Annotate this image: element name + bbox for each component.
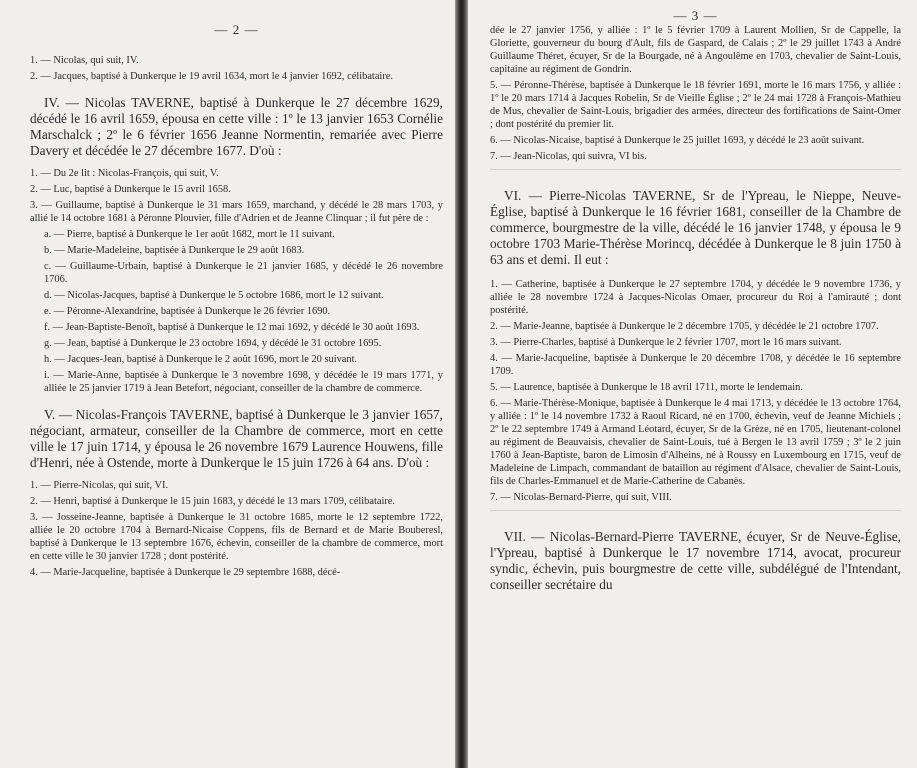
sub-list-item: f. — Jean-Baptiste-Benoît, baptisé à Dunkerque le 12 mai 1692, y décédé le 30 août 1693. [44,322,420,333]
list-item: 4. — Marie-Jacqueline, baptisée à Dunkerque le 29 septembre 1688, décé- [30,567,341,578]
right-page [468,0,917,768]
sub-list-item: i. — Marie-Anne, baptisée à Dunkerque le 3 novembre 1698, y décédée le 19 mars 1771, y alliée le 25 janvier 1719 à Jean Betefort, négociant, conseiller de la chambre de commerce. [44,370,443,394]
section-v: V. — Nicolas-François TAVERNE, baptisé à Dunkerque le 3 janvier 1657, négociant, armateur, conseiller de la Chambre de commerce, mort en cette ville le 17 juin 1714, y épousa le 26 novembre 1679 Laurence Houwens, fille d'Henri, née à Ostende, morte à Dunkerque le 15 juin 1726 à 64 ans. D'où : [30,407,443,470]
section-vii: VII. — Nicolas-Bernard-Pierre TAVERNE, écuyer, Sr de Neuve-Église, l'Ypreau, baptisé à Dunkerque le 17 novembre 1714, avocat, procureur syndic, échevin, puis bourgmestre de cette ville, subdélégué de l'Intendant, conseiller secrétaire du [490,529,901,592]
list-item: 1. — Catherine, baptisée à Dunkerque le 27 septembre 1704, y décédée le 9 novembre 1736, y alliée le 28 novembre 1724 à Jacques-Nicolas Omaer, procureur du Roi à l'amirauté ; dont postérité. [490,279,901,316]
list-item: 5. — Péronne-Thérèse, baptisée à Dunkerque le 18 février 1691, morte le 16 mars 1756, y alliée : 1º le 20 mars 1714 à Jacques Robelin, Sr de Vieille Église ; 2º le 24 mai 1728 à François-Mathieu de Mus, chevalier de Saint-Louis, brigadier des armées, directeur des fortifications de Saint-Omer ; dont postérité du premier lit. [490,80,901,130]
list-item: 1. — Nicolas, qui suit, IV. [30,55,139,66]
sub-list-item: b. — Marie-Madeleine, baptisée à Dunkerque le 29 août 1683. [44,245,305,256]
section-vi: VI. — Pierre-Nicolas TAVERNE, Sr de l'Ypreau, le Nieppe, Neuve-Église, baptisé à Dunkerque le 16 février 1681, conseiller de la Chambre de commerce, bourgmestre de la ville, décédé le 16 janvier 1748, y épousa le 9 octobre 1703 Marie-Thérèse Morincq, décédée à Dunkerque le 8 juin 1750 à 63 ans et demi. Il eut : [490,188,901,267]
list-item: 3. — Pierre-Charles, baptisé à Dunkerque le 2 février 1707, mort le 16 mars suivant. [490,337,842,348]
page-number-right: — 3 — [673,8,718,23]
divider [490,169,901,170]
list-item: 2. — Jacques, baptisé à Dunkerque le 19 avril 1634, mort le 4 janvier 1692, célibataire. [30,71,393,82]
list-item: 6. — Nicolas-Nicaise, baptisé à Dunkerque le 25 juillet 1693, y décédé le 23 août suivant. [490,135,865,146]
section-iv: IV. — Nicolas TAVERNE, baptisé à Dunkerque le 27 décembre 1629, décédé le 16 avril 1659, épousa en cette ville : 1º le 13 janvier 1653 Cornélie Marschalck ; 2º le 6 février 1656 Jeanne Normentin, remariée avec Pierre Davery et décédée le 27 décembre 1677. D'où : [30,95,443,158]
sub-list-item: e. — Péronne-Alexandrine, baptisée à Dunkerque le 26 février 1690. [44,306,331,317]
list-item: 6. — Marie-Thérèse-Monique, baptisée à Dunkerque le 4 mai 1713, y décédée le 13 octobre 1764, y alliée : 1º le 14 novembre 1732 à Raoul Ricard, né en 1700, échevin, veuf de Jeanne Michiels ; 2º le 22 septembre 1749 à Armand Léotard, écuyer, Sr de la Grèze, né en 1705, lieutenant-colonel au régiment de Beauvaisis, chevalier de Saint-Louis, tué à Bergen le 13 avril 1759 ; 3º le 2 juin 1760 à Jean-Baptiste, baron de Limosin d'Alheins, né à Roussy en Luxembourg en 1715, veuf de Madeleine de Limpach, commandant de bataillon au régiment d'Alsace, chevalier de Saint-Louis, fils de Charles-Emmanuel et de Marie-Catherine de Cabanès. [490,398,901,487]
list-item: 2. — Marie-Jeanne, baptisée à Dunkerque le 2 décembre 1705, y décédée le 21 octobre 1707. [490,321,879,332]
divider [490,510,901,511]
list-item: 2. — Luc, baptisé à Dunkerque le 15 avril 1658. [30,184,231,195]
list-item: 7. — Jean-Nicolas, qui suivra, VI bis. [490,151,647,162]
list-item: 3. — Josseine-Jeanne, baptisée à Dunkerque le 31 octobre 1685, morte le 12 septembre 1722, alliée le 20 octobre 1704 à Bernard-Nicaise Coppens, fils de Bernard et de Marie Bouberesl, baptisé à Dunkerque le 13 septembre 1676, échevin, conseiller de la chambre de commerce, mort en cette ville le 30 janvier 1728 ; dont postérité. [30,512,443,562]
list-item: 7. — Nicolas-Bernard-Pierre, qui suit, VIII. [490,492,672,503]
list-item: dée le 27 janvier 1756, y alliée : 1º le 5 février 1709 à Laurent Mollien, Sr de Cappelle, la Gloriette, gouverneur du bourg d'Ault, fils de Gaspard, de Calais ; 2º le 29 juillet 1743 à André Guillaume Théret, écuyer, Sr de la Bourgade, né à Angoulême en 1703, chevalier de Saint-Louis, capitaine au régiment de Gondrin. [490,25,901,75]
list-item: 1. — Du 2e lit : Nicolas-François, qui suit, V. [30,168,219,179]
sub-list-item: c. — Guillaume-Urbain, baptisé à Dunkerque le 21 janvier 1685, y décédé le 26 novembre 1706. [44,261,443,285]
sub-list-item: h. — Jacques-Jean, baptisé à Dunkerque le 2 août 1696, mort le 20 suivant. [44,354,358,365]
sub-list-item: d. — Nicolas-Jacques, baptisé à Dunkerque le 5 octobre 1686, mort le 12 suivant. [44,290,384,301]
page-number-left: — 2 — [214,22,259,37]
book-gutter [455,0,468,768]
sub-list-item: a. — Pierre, baptisé à Dunkerque le 1er août 1682, mort le 11 suivant. [44,229,335,240]
list-item: 3. — Guillaume, baptisé à Dunkerque le 31 mars 1659, marchand, y décédé le 28 mars 1703, y allié le 14 octobre 1681 à Péronne Plouvier, fille d'Adrien et de Jeanne Clinquar ; il fut père de : [30,200,443,224]
list-item: 1. — Pierre-Nicolas, qui suit, VI. [30,480,169,491]
list-item: 2. — Henri, baptisé à Dunkerque le 15 juin 1683, y décédé le 13 mars 1709, célibataire. [30,496,396,507]
list-item: 5. — Laurence, baptisée à Dunkerque le 18 avril 1711, morte le lendemain. [490,382,803,393]
sub-list-item: g. — Jean, baptisé à Dunkerque le 23 octobre 1694, y décédé le 31 octobre 1695. [44,338,382,349]
list-item: 4. — Marie-Jacqueline, baptisée à Dunkerque le 20 décembre 1708, y décédée le 16 septembre 1709. [490,353,901,377]
left-page [0,0,455,768]
